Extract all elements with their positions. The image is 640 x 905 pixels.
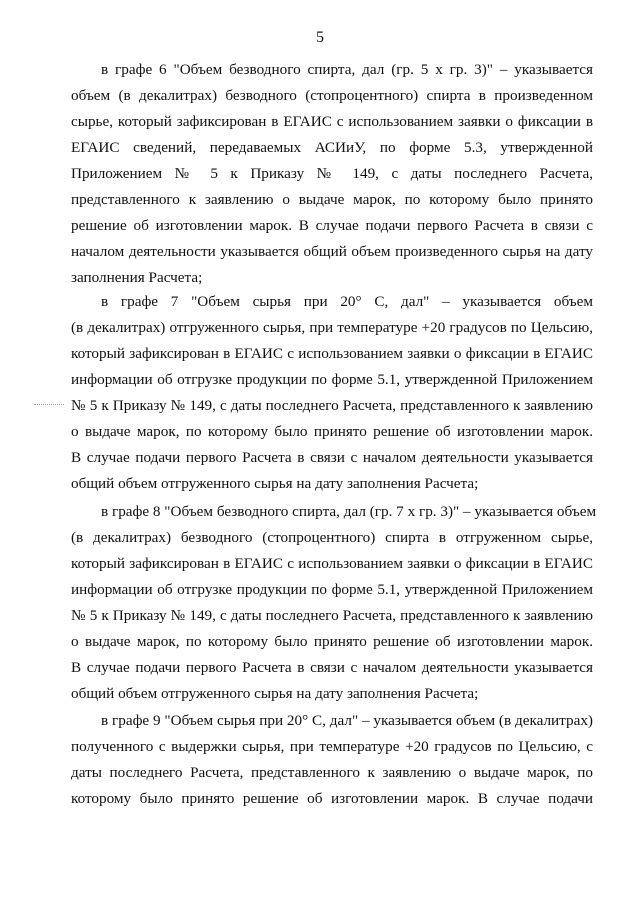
text-line: объем (в декалитрах) безводного (стопроцентного) спирта в произведенном: [71, 87, 593, 104]
text-line: сырье, который зафиксирован в ЕГАИС с использованием заявки о фиксации в: [71, 113, 593, 130]
paragraph-graph-9: [71, 708, 593, 812]
text-line: началом деятельности указывается общий объем произведенного сырья на дату: [71, 243, 593, 260]
text-line: в графе 7 "Объем сырья при 20° С, дал" – указывается объем: [101, 293, 593, 310]
text-line: информации об отгрузке продукции по форме 5.1, утвержденной Приложением: [71, 581, 593, 598]
margin-scan-mark: [34, 404, 64, 406]
text-line: В случае подачи первого Расчета в связи с началом деятельности указывается: [71, 659, 593, 676]
text-line: В случае подачи первого Расчета в связи с началом деятельности указывается: [71, 449, 593, 466]
text-line: заполнения Расчета;: [71, 269, 203, 286]
text-line: (в декалитрах) отгруженного сырья, при температуре +20 градусов по Цельсию,: [71, 319, 593, 336]
text-line: № 5 к Приказу № 149, с даты последнего Расчета, представленного к заявлению: [71, 607, 593, 624]
text-line: решение об изготовлении марок. В случае подачи первого Расчета в связи с: [71, 217, 593, 234]
text-line: Приложением № 5 к Приказу № 149, с даты последнего Расчета,: [71, 165, 593, 182]
text-line: информации об отгрузке продукции по форме 5.1, утвержденной Приложением: [71, 371, 593, 388]
text-line: представленного к заявлению о выдаче марок, по которому было принято: [71, 191, 593, 208]
paragraph-graph-6: [71, 57, 593, 291]
text-line: который зафиксирован в ЕГАИС с использованием заявки о фиксации в ЕГАИС: [71, 555, 593, 572]
text-line: о выдаче марок, по которому было принято решение об изготовлении марок.: [71, 423, 593, 440]
text-line: даты последнего Расчета, представленного к заявлению о выдаче марок, по: [71, 764, 593, 781]
text-line: (в декалитрах) безводного (стопроцентного) спирта в отгруженном сырье,: [71, 529, 593, 546]
text-line: общий объем отгруженного сырья на дату заполнения Расчета;: [71, 685, 479, 702]
text-line: ЕГАИС сведений, передаваемых АСИиУ, по форме 5.3, утвержденной: [71, 139, 593, 156]
text-line: в графе 8 "Объем безводного спирта, дал (гр. 7 х гр. 3)" – указывается объем: [101, 503, 597, 520]
text-line: в графе 6 "Объем безводного спирта, дал (гр. 5 х гр. 3)" – указывается: [101, 61, 593, 78]
text-line: № 5 к Приказу № 149, с даты последнего Расчета, представленного к заявлению: [71, 397, 593, 414]
page-number: 5: [316, 29, 324, 46]
paragraph-graph-7: [71, 289, 593, 497]
text-line: общий объем отгруженного сырья на дату заполнения Расчета;: [71, 475, 479, 492]
text-line: в графе 9 "Объем сырья при 20° С, дал" – указывается объем (в декалитрах): [101, 712, 593, 729]
text-line: о выдаче марок, по которому было принято решение об изготовлении марок.: [71, 633, 593, 650]
paragraph-graph-8: [71, 499, 597, 707]
text-line: который зафиксирован в ЕГАИС с использованием заявки о фиксации в ЕГАИС: [71, 345, 593, 362]
text-line: полученного с выдержки сырья, при температуре +20 градусов по Цельсию, с: [71, 738, 593, 755]
text-line: которому было принято решение об изготовлении марок. В случае подачи: [71, 790, 593, 807]
